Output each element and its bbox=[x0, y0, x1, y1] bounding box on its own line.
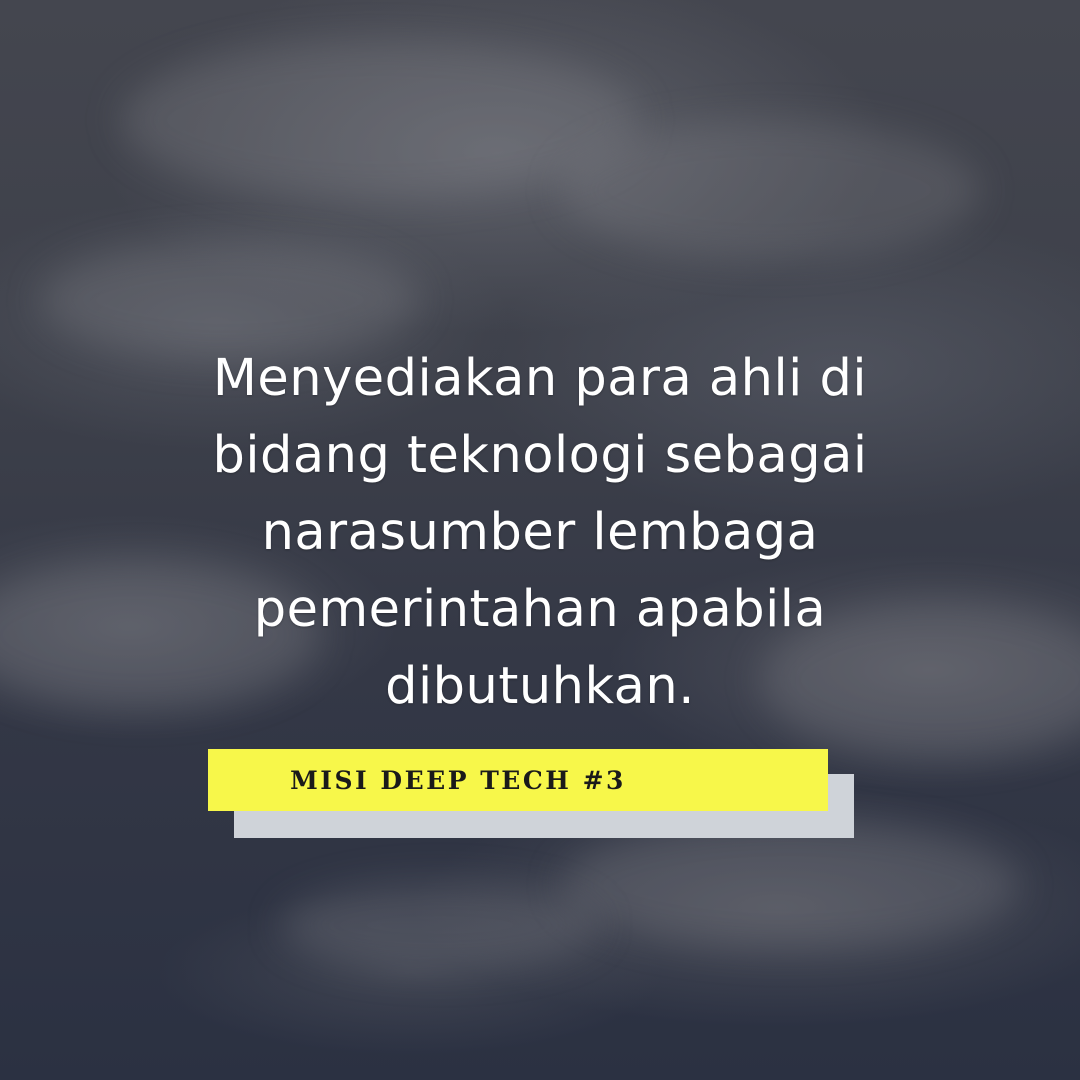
cloud bbox=[560, 120, 980, 260]
mission-tag-label: MISI DEEP TECH #3 bbox=[290, 765, 626, 795]
cloud bbox=[280, 880, 600, 970]
mission-tag bbox=[208, 749, 828, 811]
quote-line: pemerintahan apabila bbox=[253, 580, 827, 639]
quote-line: bidang teknologi sebagai bbox=[212, 426, 868, 485]
mission-quote bbox=[100, 340, 980, 725]
quote-line: Menyediakan para ahli di bbox=[212, 349, 868, 408]
quote-line: narasumber lembaga bbox=[261, 503, 819, 562]
cloud bbox=[120, 40, 640, 200]
cloud bbox=[560, 820, 1020, 950]
quote-line: dibutuhkan. bbox=[385, 657, 695, 716]
